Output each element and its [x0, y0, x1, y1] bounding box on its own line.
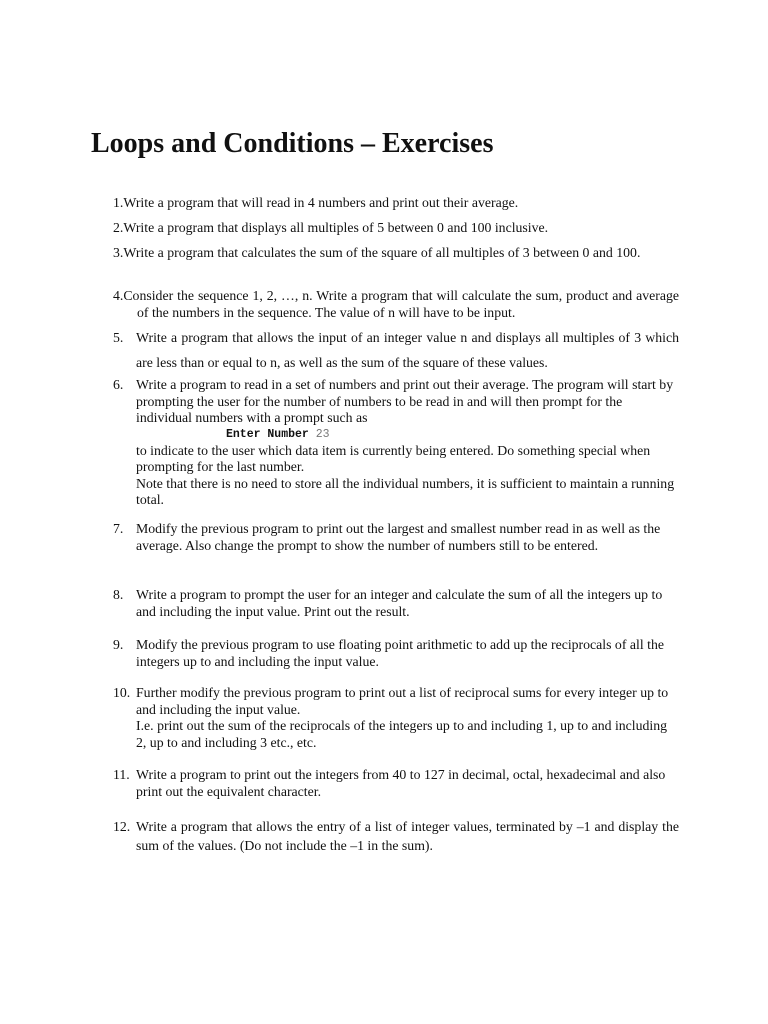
exercise-12	[113, 817, 679, 855]
exercise-text: Further modify the previous program to print out a list of reciprocal sums for every integer up to and including the input value.	[136, 685, 669, 717]
code-prompt-label: Enter Number	[226, 427, 309, 441]
code-example	[136, 427, 679, 443]
exercise-text: Write a program to read in a set of numbers and print out their average. The program will start by prompting the user for the number of numbers to be read in and will then prompt for the individual numbers with a prompt such as	[136, 377, 674, 425]
exercise-text: Write a program that will read in 4 numbers and print out their average.	[123, 195, 519, 210]
exercise-number: 11.	[113, 767, 130, 782]
exercise-text-continued: to indicate to the user which data item is currently being entered. Do something special when prompting for the last number.	[136, 442, 651, 474]
exercise-number: 12.	[113, 819, 131, 834]
exercise-number: 5.	[113, 330, 124, 345]
page-title: Loops and Conditions – Exercises	[91, 128, 494, 159]
exercise-11	[113, 767, 679, 800]
exercise-number: 6.	[113, 377, 124, 392]
exercise-text-continued: I.e. print out the sum of the reciprocals of the integers up to and including 1, up to and including 2, up to and including 3 etc., etc.	[136, 718, 668, 750]
exercise-number: 9.	[113, 637, 124, 652]
exercise-text: Modify the previous program to print out the largest and smallest number read in as well as the average. Also change the prompt to show the number of numbers still to be entered.	[136, 521, 661, 553]
exercise-number: 7.	[113, 521, 124, 536]
exercise-number: 1.	[113, 195, 124, 210]
exercise-text: Consider the sequence 1, 2, …, n. Write a program that will calculate the sum, product and average of the numbers in the sequence. The value of n will have to be input.	[123, 288, 679, 320]
exercise-text: Write a program that displays all multiples of 5 between 0 and 100 inclusive.	[123, 220, 549, 235]
exercise-1	[113, 195, 679, 212]
exercise-note: Note that there is no need to store all the individual numbers, it is sufficient to maintain a running total.	[136, 475, 675, 507]
exercise-6	[113, 377, 679, 509]
exercise-3	[113, 245, 679, 262]
exercise-5	[113, 325, 679, 375]
exercise-text: Write a program to prompt the user for an integer and calculate the sum of all the integers up to and including the input value. Print out the result.	[136, 587, 663, 619]
exercise-number: 3.	[113, 245, 124, 260]
exercise-text: Write a program that allows the input of an integer value n and displays all multiples of 3 which are less than or equal to n, as well as the sum of the square of these values.	[136, 330, 679, 370]
exercise-text: Modify the previous program to use floating point arithmetic to add up the reciprocals of all the integers up to and including the input value.	[136, 637, 664, 669]
exercise-number: 2.	[113, 220, 124, 235]
exercise-text: Write a program that calculates the sum of the square of all multiples of 3 between 0 and 100.	[123, 245, 641, 260]
exercise-number: 4.	[113, 288, 124, 303]
exercise-9	[113, 637, 679, 670]
exercise-4	[113, 288, 679, 321]
exercise-text: Write a program that allows the entry of a list of integer values, terminated by –1 and display the sum of the values. (Do not include the –1 in the sum).	[136, 819, 679, 853]
exercise-text: Write a program to print out the integers from 40 to 127 in decimal, octal, hexadecimal and also print out the equivalent character.	[136, 767, 666, 799]
exercise-7	[113, 521, 679, 554]
exercise-8	[113, 587, 679, 620]
exercise-number: 8.	[113, 587, 124, 602]
exercise-10	[113, 685, 679, 751]
exercise-number: 10.	[113, 685, 131, 700]
exercise-2	[113, 220, 679, 237]
code-prompt-value: 23	[315, 427, 330, 441]
